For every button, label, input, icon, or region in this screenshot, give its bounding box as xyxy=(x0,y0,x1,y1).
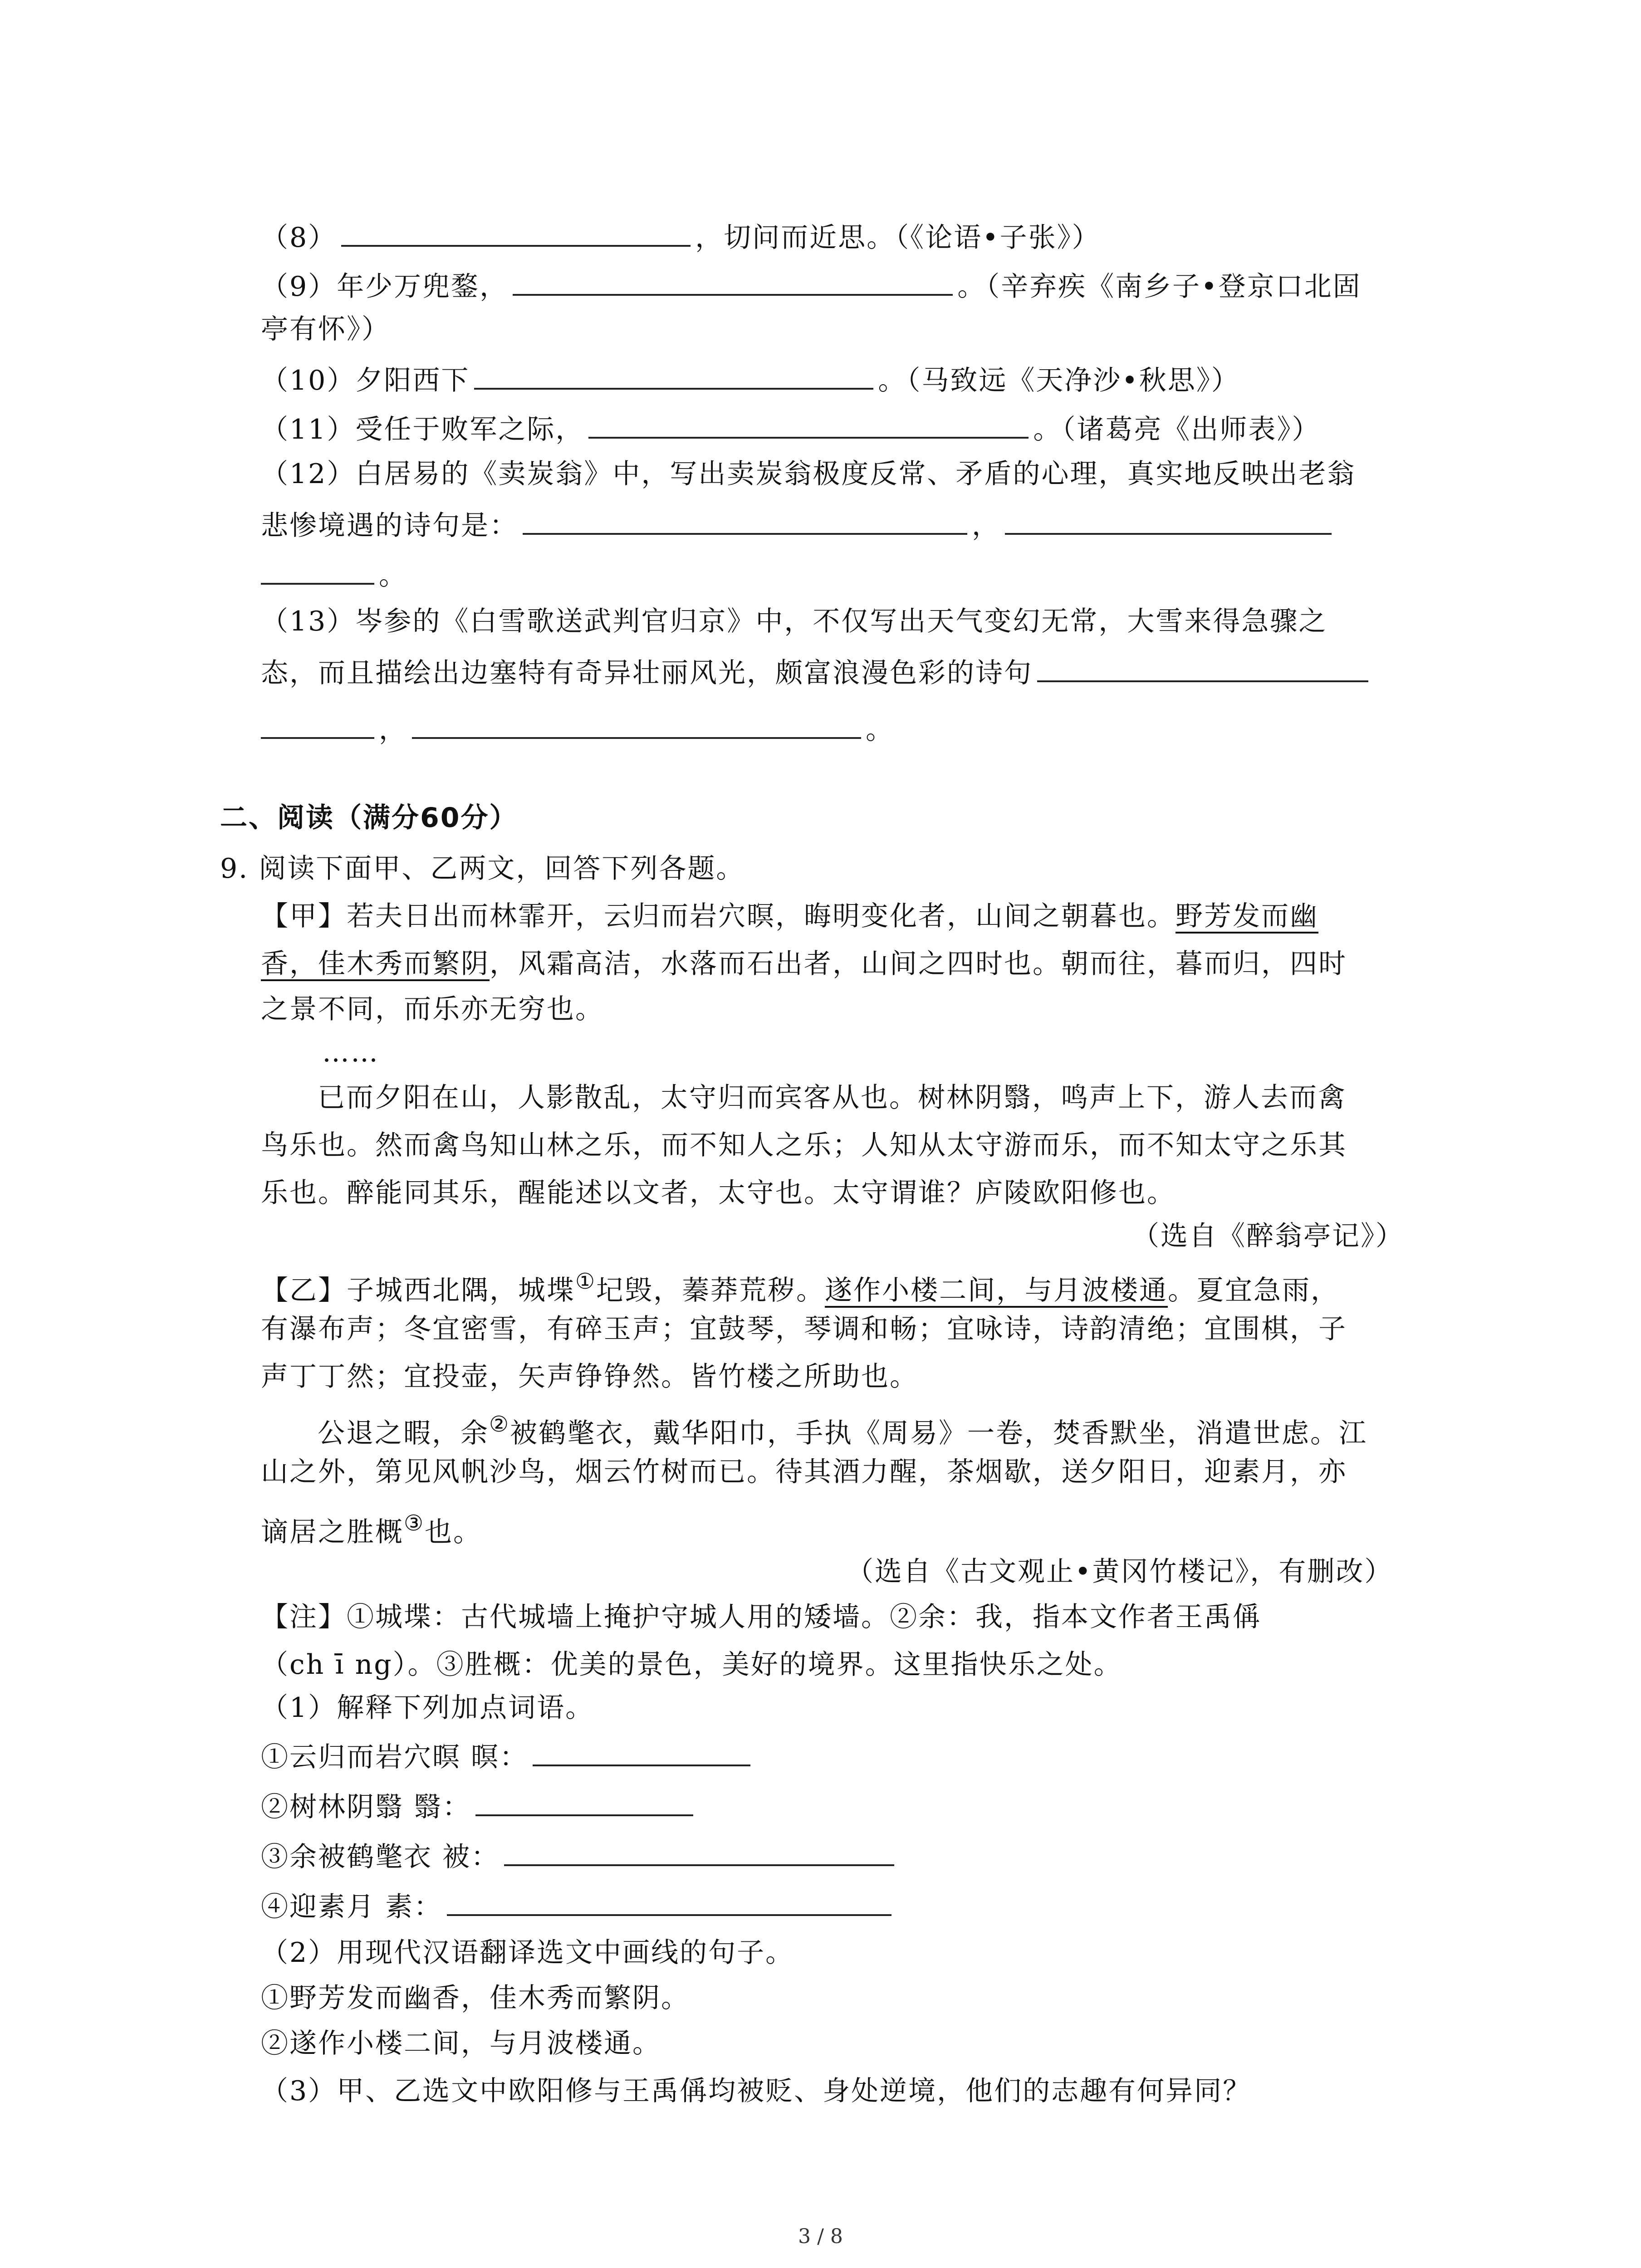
question-text: ②树林阴翳 翳： xyxy=(261,1791,471,1823)
item-text: 悲惨境遇的诗句是： xyxy=(261,510,518,542)
answer-blank[interactable] xyxy=(474,361,873,390)
fill-item-13-cont xyxy=(261,653,1373,691)
answer-blank[interactable] xyxy=(523,506,967,535)
answer-blank[interactable] xyxy=(261,710,374,739)
underlined-sentence: 野芳发而幽 xyxy=(1176,900,1318,932)
item-text: 白居易的《卖炭翁》中，写出卖炭翁极度反常、矛盾的心理，真实地反映出老翁 xyxy=(355,458,1356,490)
passage-text: 【甲】若夫日出而林霏开，云归而岩穴暝，晦明变化者，山间之朝暮也。 xyxy=(261,900,1176,932)
subquestion-1-a xyxy=(261,1737,755,1775)
passage-text: 。夏宜急雨， xyxy=(1168,1275,1340,1306)
answer-blank[interactable] xyxy=(513,267,953,296)
passage-yi-source: （选自《古文观止•黄冈竹楼记》，有删改） xyxy=(846,1556,1393,1588)
item-text: ， xyxy=(972,510,1000,542)
subquestion-2-title: （2）用现代汉语翻译选文中画线的句子。 xyxy=(261,1937,794,1969)
answer-blank[interactable] xyxy=(447,1887,892,1916)
subquestion-1-b xyxy=(261,1787,698,1825)
passage-text: 【乙】子城西北隅，城堞 xyxy=(261,1275,575,1306)
question-text: ④迎素月 素： xyxy=(261,1891,443,1923)
passage-ellipsis: …… xyxy=(322,1036,379,1068)
passage-yi-line-3: 声丁丁然；宜投壶，矢声铮铮然。皆竹楼之所助也。 xyxy=(261,1361,918,1393)
question-text: ①云归而岩穴暝 暝： xyxy=(261,1741,529,1773)
item-number: （10） xyxy=(261,365,356,396)
passage-text: 也。 xyxy=(425,1516,482,1548)
item-number: （12） xyxy=(261,458,356,490)
answer-blank[interactable] xyxy=(261,556,374,585)
item-text: 岑参的《白雪歌送武判官归京》中，不仅写出天气变幻无常，大雪来得急骤之 xyxy=(355,606,1327,637)
fill-item-11 xyxy=(261,410,1320,448)
page-number: 3 / 8 xyxy=(798,2225,843,2248)
item-text: 。（辛弃疾《南乡子•登京口北固 xyxy=(957,271,1362,303)
question-number: 9. xyxy=(220,853,249,885)
passage-jia-line-3: 之景不同，而乐亦无穷也。 xyxy=(261,993,604,1025)
answer-blank[interactable] xyxy=(504,1837,894,1866)
item-text: 。（马致远《天净沙•秋思》） xyxy=(878,365,1240,396)
passage-text: 被鹤氅衣，戴华阳巾，手执《周易》一卷，焚香默坐，消遣世虑。江 xyxy=(510,1418,1368,1449)
fill-item-12-cont xyxy=(261,506,1336,544)
underlined-sentence: 香，佳木秀而繁阴 xyxy=(261,948,490,980)
answer-blank[interactable] xyxy=(533,1737,750,1766)
answer-blank[interactable] xyxy=(1005,506,1332,535)
item-text: 年少万兜鍪， xyxy=(337,271,509,303)
passage-jia-line-2 xyxy=(261,946,1347,982)
passage-jia-source: （选自《醉翁亭记》） xyxy=(1132,1220,1404,1252)
fill-item-9 xyxy=(261,267,1362,305)
answer-blank[interactable] xyxy=(588,410,1029,439)
question-text: 阅读下面甲、乙两文，回答下列各题。 xyxy=(259,853,745,885)
footnote-marker: ① xyxy=(575,1269,597,1294)
underlined-sentence: 遂作小楼二间，与月波楼通 xyxy=(825,1275,1168,1306)
item-number: （11） xyxy=(261,414,356,445)
item-text: 。（诸葛亮《出师表》） xyxy=(1033,414,1321,445)
item-text: ，切问而近思。（《论语•子张》） xyxy=(695,222,1101,254)
item-text: 亭有怀》） xyxy=(261,313,390,345)
item-number: （8） xyxy=(261,222,337,254)
answer-blank[interactable] xyxy=(412,710,861,739)
passage-jia-line-1 xyxy=(261,898,1318,934)
fill-item-12-end xyxy=(261,556,407,594)
fill-item-12 xyxy=(261,456,1356,492)
item-number: （9） xyxy=(261,271,337,303)
fill-item-8 xyxy=(261,218,1101,256)
passage-text: 谪居之胜概 xyxy=(261,1516,404,1548)
passage-jia-line-4: 已而夕阳在山，人影散乱，太守归而宾客从也。树林阴翳，鸣声上下，游人去而禽 xyxy=(318,1082,1347,1114)
section-heading: 二、阅读（满分60分） xyxy=(220,802,518,834)
passage-jia-line-5: 鸟乐也。然而禽鸟知山林之乐，而不知人之乐；人知从太守游而乐，而不知太守之乐其 xyxy=(261,1129,1347,1161)
item-number: （13） xyxy=(261,606,356,637)
passage-yi-line-6 xyxy=(261,1505,482,1550)
question-text: ③余被鹤氅衣 被： xyxy=(261,1841,500,1873)
item-text: 。 xyxy=(866,714,894,746)
item-text: 态，而且描绘出边塞特有奇异壮丽风光，颇富浪漫色彩的诗句 xyxy=(261,657,1033,689)
subquestion-1-d xyxy=(261,1887,896,1925)
fill-item-9-cont xyxy=(261,311,390,347)
fill-item-10 xyxy=(261,361,1240,399)
passage-text: 公退之暇，余 xyxy=(318,1418,489,1449)
passage-jia-line-6: 乐也。醉能同其乐，醒能述以文者，太守也。太守谓谁？庐陵欧阳修也。 xyxy=(261,1177,1176,1209)
footnote-marker: ③ xyxy=(404,1510,425,1536)
item-text: 夕阳西下 xyxy=(355,365,470,396)
answer-blank[interactable] xyxy=(1037,653,1368,682)
subquestion-1-title: （1）解释下列加点词语。 xyxy=(261,1692,594,1724)
fill-item-13-end xyxy=(261,710,894,748)
passage-yi-line-1 xyxy=(261,1263,1339,1309)
answer-blank[interactable] xyxy=(475,1787,693,1816)
answer-blank[interactable] xyxy=(341,218,691,247)
subquestion-2-b: ②遂作小楼二间，与月波楼通。 xyxy=(261,2028,661,2059)
item-text: ， xyxy=(379,714,407,746)
passage-text: ，风霜高洁，水落而石出者，山间之四时也。朝而往，暮而归，四时 xyxy=(490,948,1347,980)
footnote-marker: ② xyxy=(489,1412,510,1437)
passage-text: 圮毁，蓁莽荒秽。 xyxy=(596,1275,825,1306)
subquestion-2-a: ①野芳发而幽香，佳木秀而繁阴。 xyxy=(261,1982,690,2014)
fill-item-13 xyxy=(261,603,1327,640)
question-9-intro xyxy=(220,850,745,887)
item-text: 。 xyxy=(379,560,407,591)
subquestion-3-title: （3）甲、乙选文中欧阳修与王禹偁均被贬、身处逆境，他们的志趣有何异同？ xyxy=(261,2075,1252,2107)
item-text: 受任于败军之际， xyxy=(355,414,584,445)
notes-line-1: 【注】①城堞：古代城墙上掩护守城人用的矮墙。②余：我，指本文作者王禹偁 xyxy=(261,1601,1261,1633)
notes-line-2: （ch ī ng）。③胜概：优美的景色，美好的境界。这里指快乐之处。 xyxy=(261,1649,1122,1681)
subquestion-1-c xyxy=(261,1837,899,1875)
passage-yi-line-2: 有瀑布声；冬宜密雪，有碎玉声；宜鼓琴，琴调和畅；宜咏诗，诗韵清绝；宜围棋，子 xyxy=(261,1313,1347,1345)
passage-yi-line-5: 山之外，第见风帆沙鸟，烟云竹树而已。待其酒力醒，茶烟歇，送夕阳日，迎素月，亦 xyxy=(261,1456,1347,1488)
passage-yi-line-4 xyxy=(318,1406,1367,1452)
